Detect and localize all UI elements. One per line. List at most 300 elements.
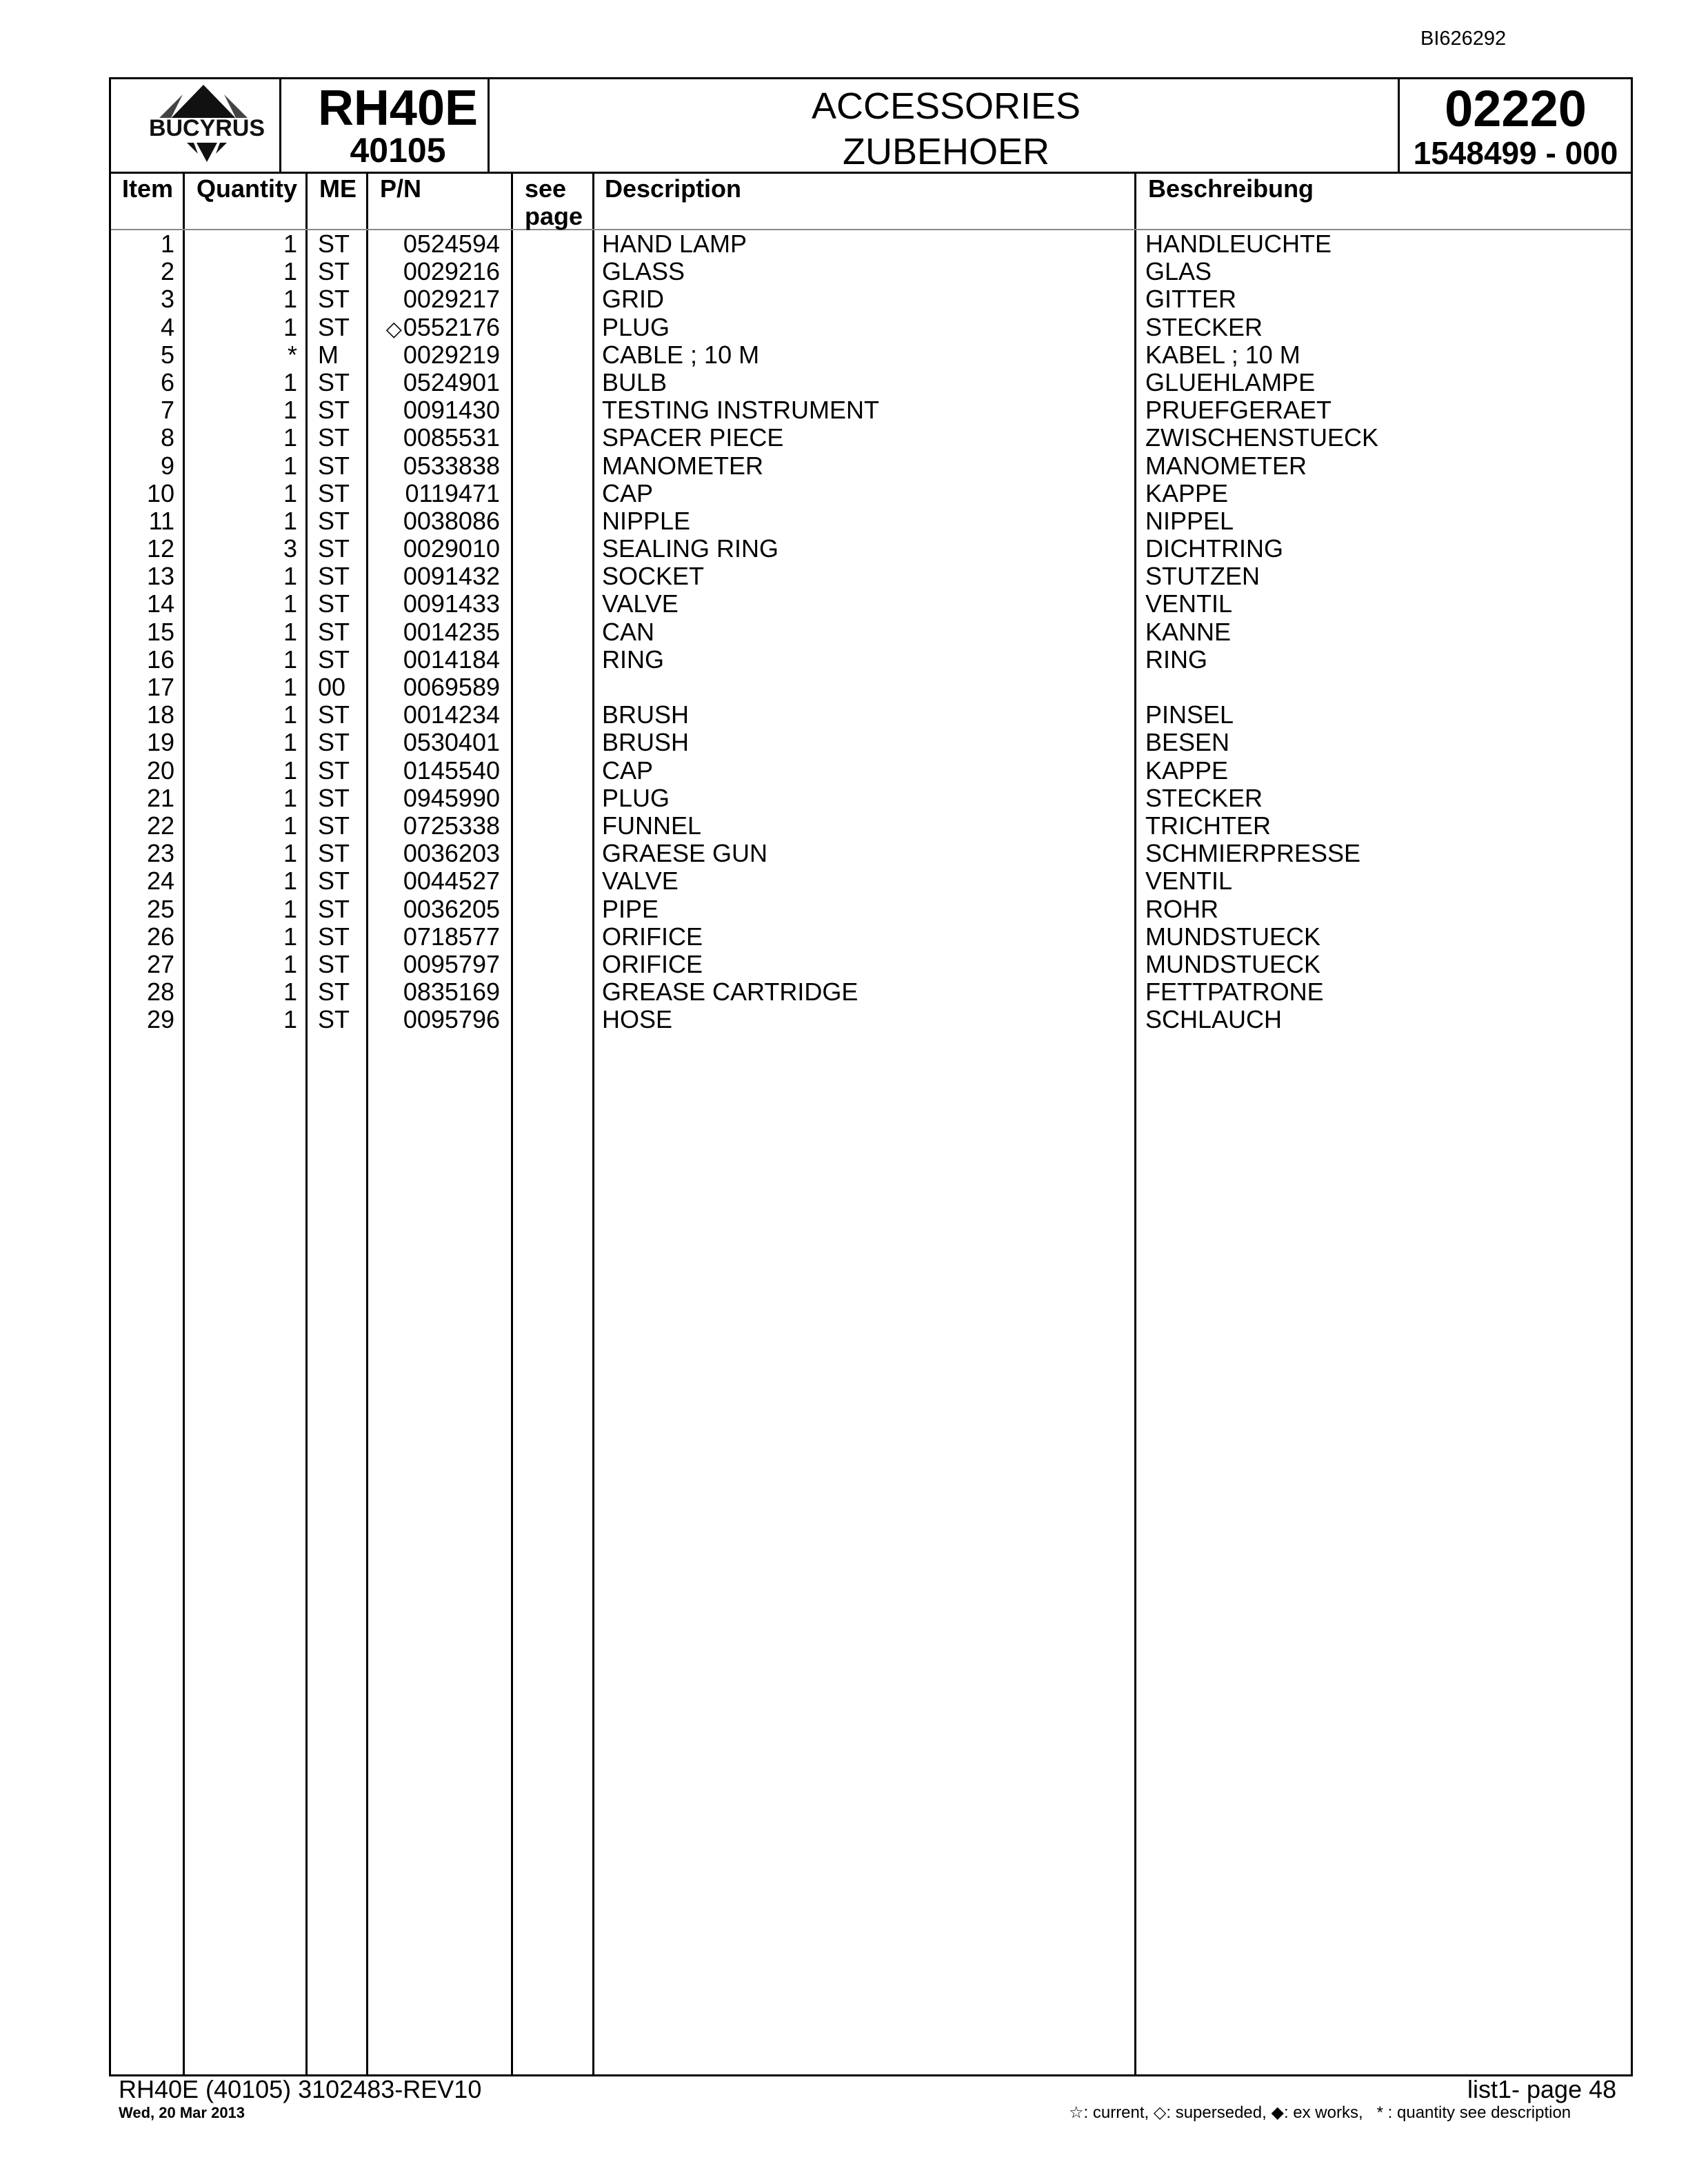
table-row: [111, 452, 1631, 480]
cell-pn-text: 0014234: [403, 700, 500, 729]
cell-pn: [405, 480, 500, 507]
cell-description: [602, 923, 703, 951]
cell-me-text: 00: [318, 673, 346, 701]
cell-item: [147, 563, 174, 590]
column-header-item: Item: [122, 174, 174, 203]
cell-beschreibung-text: GLUEHLAMPE: [1145, 367, 1316, 396]
table-row: [111, 978, 1631, 1006]
cell-me-text: ST: [318, 478, 350, 507]
cell-beschreibung-text: PINSEL: [1145, 700, 1234, 729]
cell-description-text: SEALING RING: [602, 534, 779, 563]
cell-description: [602, 424, 783, 452]
cell-item: [147, 480, 174, 507]
parts-table: [109, 172, 1633, 2076]
cell-me: [318, 590, 350, 618]
cell-quantity-text: 1: [283, 562, 297, 591]
table-row: [111, 230, 1631, 258]
title-german: ZUBEHOER: [842, 131, 1050, 172]
table-row: [111, 785, 1631, 812]
table-row: [111, 896, 1631, 923]
cell-item-text: 1: [160, 230, 174, 258]
cell-beschreibung-text: MANOMETER: [1145, 451, 1307, 480]
cell-beschreibung: [1145, 590, 1232, 618]
cell-pn: [403, 674, 500, 701]
cell-item: [147, 951, 174, 978]
cell-beschreibung: [1145, 396, 1332, 424]
cell-quantity-text: 1: [283, 506, 297, 535]
cell-description: [602, 840, 767, 867]
cell-item-text: 28: [146, 978, 174, 1007]
cell-me: [318, 424, 350, 452]
cell-item-text: 10: [146, 478, 174, 507]
cell-pn-text: 0036205: [403, 894, 500, 923]
cell-item: [149, 507, 174, 535]
cell-beschreibung-text: STECKER: [1145, 312, 1263, 341]
cell-pn-text: 0014235: [403, 617, 500, 646]
table-row: [111, 369, 1631, 396]
diamond-filled-icon: ◆: [1271, 2103, 1284, 2122]
cell-quantity-text: 1: [283, 978, 297, 1007]
cell-beschreibung: [1145, 951, 1320, 978]
cell-me: [318, 923, 350, 951]
cell-me-text: ST: [318, 645, 350, 674]
cell-quantity: [283, 480, 297, 507]
cell-item-text: 21: [146, 783, 174, 812]
cell-description: [602, 452, 763, 480]
cell-quantity-text: 1: [283, 839, 297, 868]
cell-me: [318, 1006, 350, 1033]
cell-description-text: CABLE ; 10 M: [602, 340, 760, 369]
cell-pn-text: 0945990: [403, 783, 500, 812]
cell-beschreibung-text: KANNE: [1145, 617, 1232, 646]
cell-me-text: ST: [318, 396, 350, 425]
cell-description-text: HOSE: [602, 1005, 673, 1034]
cell-beschreibung: [1145, 258, 1212, 285]
cell-quantity-text: 1: [283, 728, 297, 757]
cell-quantity: [283, 618, 297, 646]
cell-pn: [403, 812, 500, 840]
cell-quantity: [283, 978, 297, 1006]
cell-description: [602, 563, 704, 590]
cell-pn-text: 0725338: [403, 811, 500, 840]
cell-quantity: [283, 674, 297, 701]
cell-quantity: [283, 729, 297, 756]
cell-quantity-text: 1: [283, 589, 297, 618]
cell-item: [147, 757, 174, 785]
cell-description: [602, 258, 685, 285]
cell-beschreibung: [1145, 424, 1378, 452]
column-header-beschreibung: Beschreibung: [1148, 174, 1314, 203]
cell-pn-text: 0085531: [403, 423, 500, 452]
table-row: [111, 341, 1631, 369]
cell-pn-text: 0029217: [403, 285, 500, 314]
cell-me: [318, 563, 350, 590]
cell-description: [602, 701, 689, 729]
cell-pn-text: 0091432: [403, 562, 500, 591]
table-row: [111, 923, 1631, 951]
cell-item-text: 20: [146, 756, 174, 785]
table-row: [111, 701, 1631, 729]
cell-beschreibung-text: KAPPE: [1145, 756, 1229, 785]
cell-description: [602, 618, 654, 646]
cell-quantity-text: 1: [283, 451, 297, 480]
cell-beschreibung-text: SCHLAUCH: [1145, 1005, 1283, 1034]
cell-beschreibung: [1145, 314, 1263, 341]
cell-beschreibung-text: STUTZEN: [1145, 562, 1260, 591]
cell-me-text: ST: [318, 922, 350, 951]
cell-pn: [403, 507, 500, 535]
cell-beschreibung: [1145, 369, 1315, 396]
cell-quantity: [283, 563, 297, 590]
cell-beschreibung-text: NIPPEL: [1145, 506, 1234, 535]
cell-beschreibung-text: PRUEFGERAET: [1145, 396, 1332, 425]
cell-me: [318, 396, 350, 424]
table-row: [111, 258, 1631, 285]
cell-quantity: [283, 896, 297, 923]
cell-beschreibung: [1145, 757, 1228, 785]
title-english: ACCESSORIES: [811, 85, 1081, 127]
table-row: [111, 674, 1631, 701]
cell-me-text: M: [318, 340, 339, 369]
cell-me: [318, 314, 350, 341]
cell-me-text: ST: [318, 285, 350, 314]
cell-description: [602, 785, 670, 812]
column-header-me: ME: [319, 174, 356, 203]
cell-pn-text: 0533838: [403, 451, 500, 480]
cell-quantity: [283, 646, 297, 674]
cell-me-text: ST: [318, 230, 350, 258]
cell-quantity: [283, 452, 297, 480]
model-name: RH40E: [317, 81, 479, 136]
cell-item: [161, 341, 174, 369]
cell-quantity: [283, 923, 297, 951]
cell-beschreibung: [1145, 507, 1234, 535]
cell-pn: [403, 923, 500, 951]
cell-item: [161, 452, 174, 480]
cell-pn-text: 0524594: [403, 230, 500, 258]
cell-item-text: 17: [146, 673, 174, 701]
cell-item-text: 23: [146, 839, 174, 868]
cell-item-text: 2: [160, 257, 174, 286]
cell-quantity-text: 1: [283, 312, 297, 341]
legend-superseded: : superseded,: [1166, 2103, 1267, 2122]
cell-item-text: 15: [146, 617, 174, 646]
cell-quantity-text: 3: [283, 534, 297, 563]
cell-me-text: ST: [318, 367, 350, 396]
cell-quantity-text: 1: [283, 285, 297, 314]
cell-me: [318, 646, 350, 674]
cell-item: [147, 618, 174, 646]
cell-me: [318, 369, 350, 396]
cell-beschreibung: [1145, 729, 1229, 756]
cell-item-text: 9: [160, 451, 174, 480]
cell-beschreibung: [1145, 978, 1324, 1006]
cell-quantity: [283, 951, 297, 978]
cell-description: [602, 951, 703, 978]
cell-item: [147, 535, 174, 563]
cell-item: [147, 701, 174, 729]
table-body: [111, 230, 1631, 1033]
cell-me: [318, 951, 350, 978]
cell-description-text: VALVE: [602, 589, 679, 618]
cell-description: [602, 646, 664, 674]
cell-pn: [403, 258, 500, 285]
cell-pn: [403, 867, 500, 895]
cell-description: [602, 729, 689, 756]
cell-quantity-text: 1: [283, 423, 297, 452]
cell-pn-text: 0530401: [403, 728, 500, 757]
cell-description-text: GRID: [602, 285, 664, 314]
cell-description-text: GREASE CARTRIDGE: [602, 978, 858, 1007]
table-row: [111, 867, 1631, 895]
cell-item: [147, 674, 174, 701]
cell-quantity: [283, 812, 297, 840]
cell-description-text: MANOMETER: [602, 451, 763, 480]
cell-pn-text: 0552176: [403, 312, 500, 341]
cell-me-text: ST: [318, 451, 350, 480]
cell-quantity: [283, 507, 297, 535]
cell-pn: [403, 785, 500, 812]
table-row: [111, 424, 1631, 452]
cell-quantity: [283, 285, 297, 313]
cell-me-text: ST: [318, 257, 350, 286]
cell-pn-text: 0029219: [403, 340, 500, 369]
cell-item: [161, 424, 174, 452]
cell-beschreibung-text: FETTPATRONE: [1145, 978, 1324, 1007]
legend-ex-works: : ex works,: [1283, 2103, 1363, 2122]
cell-pn: [403, 729, 500, 756]
cell-pn-text: 0524901: [403, 367, 500, 396]
cell-pn-text: 0091430: [403, 396, 500, 425]
cell-pn: [403, 951, 500, 978]
cell-quantity: [283, 590, 297, 618]
cell-pn-text: 0145540: [403, 756, 500, 785]
cell-me: [318, 535, 350, 563]
cell-beschreibung: [1145, 563, 1260, 590]
cell-pn-text: 0029010: [403, 534, 500, 563]
cell-item: [147, 867, 174, 895]
cell-pn: [403, 840, 500, 867]
cell-me-text: ST: [318, 783, 350, 812]
cell-description: [602, 978, 858, 1006]
cell-description: [602, 590, 679, 618]
cell-me: [318, 812, 350, 840]
table-row: [111, 618, 1631, 646]
cell-item-text: 8: [160, 423, 174, 452]
cell-pn-text: 0029216: [403, 257, 500, 286]
cell-quantity-text: 1: [283, 367, 297, 396]
cell-quantity-text: 1: [283, 867, 297, 896]
cell-quantity-text: 1: [283, 257, 297, 286]
cell-pn: [403, 701, 500, 729]
cell-item: [147, 590, 174, 618]
column-header-see: see: [525, 174, 567, 203]
cell-me: [318, 867, 350, 895]
cell-item-text: 6: [160, 367, 174, 396]
cell-item: [147, 812, 174, 840]
cell-description-text: VALVE: [602, 867, 679, 896]
cell-pn-text: 0091433: [403, 589, 500, 618]
cell-description: [602, 1006, 672, 1033]
cell-me: [318, 896, 350, 923]
cell-pn-text: 0038086: [403, 506, 500, 535]
cell-item-text: 5: [160, 340, 174, 369]
cell-pn: [403, 369, 500, 396]
cell-quantity-text: 1: [283, 1005, 297, 1034]
cell-quantity: [283, 258, 297, 285]
cell-me: [318, 674, 345, 701]
cell-beschreibung: [1145, 618, 1231, 646]
cell-quantity-text: 1: [283, 478, 297, 507]
cell-description: [602, 341, 759, 369]
cell-item-text: 19: [146, 728, 174, 757]
cell-beschreibung-text: GLAS: [1145, 257, 1212, 286]
cell-description-text: BRUSH: [602, 700, 690, 729]
cell-quantity: [283, 535, 297, 563]
cell-me: [318, 978, 350, 1006]
cell-quantity-text: 1: [283, 783, 297, 812]
cell-item-text: 4: [160, 312, 174, 341]
cell-item-text: 29: [146, 1005, 174, 1034]
cell-me-text: ST: [318, 1005, 350, 1034]
cell-beschreibung: [1145, 840, 1360, 867]
cell-description: [602, 867, 679, 895]
cell-quantity-text: 1: [283, 756, 297, 785]
cell-item: [147, 896, 174, 923]
table-row: [111, 480, 1631, 507]
group-number: 02220: [1445, 80, 1587, 137]
cell-beschreibung: [1145, 230, 1332, 258]
column-header-description: Description: [605, 174, 742, 203]
cell-me-text: ST: [318, 562, 350, 591]
cell-description-text: BULB: [602, 367, 667, 396]
cell-beschreibung: [1145, 480, 1228, 507]
cell-quantity-text: 1: [283, 673, 297, 701]
cell-description: [602, 285, 664, 313]
cell-quantity: [283, 369, 297, 396]
legend: [1069, 2103, 1571, 2123]
cell-description-text: HAND LAMP: [602, 230, 747, 258]
cell-beschreibung: [1145, 535, 1283, 563]
cell-pn-text: 0014184: [403, 645, 500, 674]
table-row: [111, 1006, 1631, 1033]
cell-beschreibung-text: SCHMIERPRESSE: [1145, 839, 1361, 868]
cell-description: [602, 314, 670, 341]
cell-item: [147, 729, 174, 756]
cell-item: [161, 258, 174, 285]
cell-description-text: NIPPLE: [602, 506, 691, 535]
cell-me-text: ST: [318, 589, 350, 618]
cell-me: [318, 785, 350, 812]
cell-pn: [403, 452, 500, 480]
cell-me-text: ST: [318, 312, 350, 341]
cell-beschreibung-text: KABEL ; 10 M: [1145, 340, 1300, 369]
cell-description-text: GRAESE GUN: [602, 839, 768, 868]
cell-description: [602, 757, 653, 785]
document-id: BI626292: [1420, 28, 1507, 50]
cell-description-text: RING: [602, 645, 664, 674]
cell-me-text: ST: [318, 949, 350, 978]
cell-pn: [403, 896, 500, 923]
cell-description-text: FUNNEL: [602, 811, 702, 840]
cell-beschreibung-text: MUNDSTUECK: [1145, 949, 1321, 978]
cell-me-text: ST: [318, 894, 350, 923]
cell-item: [147, 978, 174, 1006]
cell-quantity: [283, 701, 297, 729]
cell-beschreibung-text: GITTER: [1145, 285, 1236, 314]
cell-pn: [403, 285, 500, 313]
column-header-pn: P/N: [380, 174, 422, 203]
cell-pn: [403, 978, 500, 1006]
cell-me-text: ST: [318, 423, 350, 452]
cell-item: [161, 230, 174, 258]
cell-me: [318, 452, 350, 480]
cell-beschreibung: [1145, 646, 1207, 674]
cell-pn: [403, 396, 500, 424]
cell-me: [318, 341, 339, 369]
cell-description-text: GLASS: [602, 257, 685, 286]
cell-pn: [403, 757, 500, 785]
cell-beschreibung: [1145, 896, 1218, 923]
superseded-diamond-icon: ◇: [385, 317, 402, 341]
cell-me-text: ST: [318, 978, 350, 1007]
cell-quantity: [283, 840, 297, 867]
cell-me-text: ST: [318, 811, 350, 840]
cell-quantity-text: 1: [283, 949, 297, 978]
cell-me: [318, 701, 350, 729]
cell-description-text: CAN: [602, 617, 655, 646]
cell-description: [602, 230, 747, 258]
cell-description: [602, 396, 879, 424]
cell-item-text: 24: [146, 867, 174, 896]
diamond-outline-icon: ◇: [1153, 2103, 1167, 2122]
cell-pn: [403, 563, 500, 590]
table-row: [111, 757, 1631, 785]
cell-pn: [403, 424, 500, 452]
cell-item: [147, 1006, 174, 1033]
cell-pn: [403, 618, 500, 646]
table-row: [111, 646, 1631, 674]
cell-beschreibung: [1145, 785, 1263, 812]
cell-me: [318, 729, 350, 756]
cell-description-text: ORIFICE: [602, 922, 703, 951]
legend-star: * : quantity see description: [1376, 2103, 1571, 2122]
cell-item: [147, 785, 174, 812]
cell-item: [161, 285, 174, 313]
cell-pn: [403, 1006, 500, 1033]
cell-quantity-text: 1: [283, 894, 297, 923]
cell-beschreibung-text: VENTIL: [1145, 589, 1233, 618]
cell-beschreibung: [1145, 923, 1320, 951]
cell-item-text: 12: [146, 534, 174, 563]
cell-beschreibung-text: HANDLEUCHTE: [1145, 230, 1332, 258]
table-row: [111, 729, 1631, 756]
cell-beschreibung-text: KAPPE: [1145, 478, 1229, 507]
footer-page-number: list1- page 48: [1467, 2075, 1617, 2103]
cell-quantity: [283, 757, 297, 785]
cell-item-text: 27: [146, 949, 174, 978]
table-row: [111, 314, 1631, 341]
logo-text: BUCYRUS: [148, 115, 265, 141]
cell-description-text: BRUSH: [602, 728, 690, 757]
cell-item: [161, 369, 174, 396]
cell-item-text: 18: [146, 700, 174, 729]
cell-pn-text: 0095796: [403, 1005, 500, 1034]
cell-beschreibung: [1145, 812, 1271, 840]
cell-me: [318, 757, 350, 785]
cell-pn-text: 0036203: [403, 839, 500, 868]
cell-pn: [386, 314, 500, 343]
